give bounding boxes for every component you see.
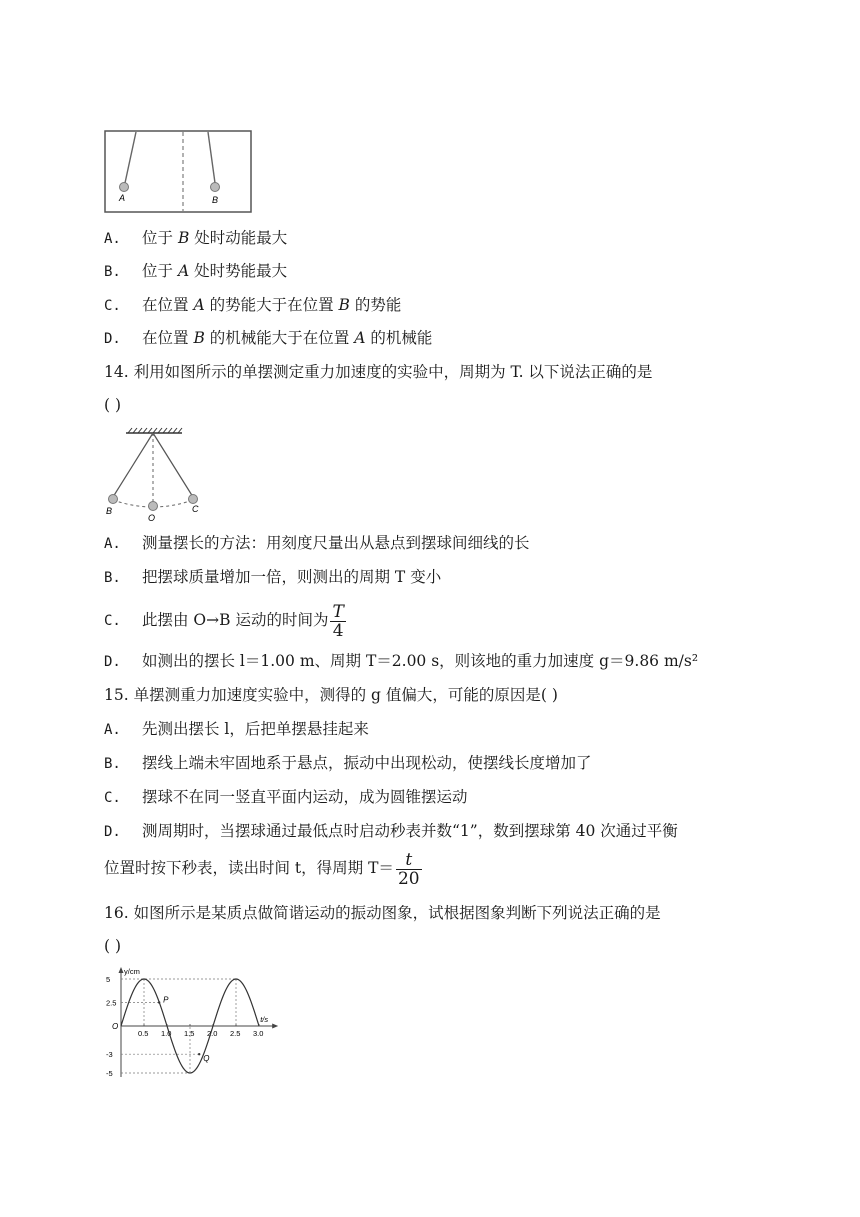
q16-vibration-chart [104, 962, 284, 1080]
q14-option-a: A. 测量摆长的方法：用刻度尺量出从悬点到摆球间细线的长 [104, 534, 530, 552]
q15-option-b: B. 摆线上端未牢固地系于悬点，振动中出现松动，使摆线长度增加了 [104, 754, 592, 772]
x-tick-label: 1.5 [184, 1029, 195, 1038]
y-tick-label: 2.5 [106, 998, 117, 1008]
q15-option-d-line2: 位置时按下秒表，读出时间 t，得周期 T＝ $\frac{t}{20}$ [104, 849, 420, 889]
ball-o [149, 502, 158, 511]
point-p [158, 1001, 160, 1003]
x-tick-label: 3.0 [253, 1029, 264, 1038]
q16-stem-line1: 16. 如图所示是某质点做简谐运动的振动图象，试根据图象判断下列说法正确的是 [104, 904, 661, 922]
q13-option-b: B. 位于 A 处时势能最大 [104, 262, 288, 280]
y-axis-arrow [119, 967, 124, 973]
q15-option-a: A. 先测出摆长 l，后把单摆悬挂起来 [104, 720, 369, 738]
q15-stem: 15. 单摆测重力加速度实验中，测得的 g 值偏大，可能的原因是( ) [104, 686, 558, 704]
fraction-t-over-4: $\frac{T}{4}$ [332, 601, 344, 641]
x-tick-label: 2.5 [230, 1029, 241, 1038]
q15-option-d-line1: D. 测周期时，当摆球通过最低点时启动秒表并数“1”，数到摆球第 40 次通过平衡 [104, 822, 678, 840]
x-tick-label: 1.0 [161, 1029, 172, 1038]
y-tick-label: -5 [106, 1069, 113, 1078]
point-q [198, 1053, 200, 1055]
q14-stem-line1: 14. 利用如图所示的单摆测定重力加速度的实验中，周期为 T. 以下说法正确的是 [104, 363, 653, 381]
q13-option-c: C. 在位置 A 的势能大于在位置 B 的势能 [104, 296, 402, 314]
q14-option-d: D. 如测出的摆长 l＝1.00 m、周期 T＝2.00 s，则该地的重力加速度 g＝9.86 m/s² [104, 652, 699, 670]
q13-option-d: D. 在位置 B 的机械能大于在位置 A 的机械能 [104, 329, 433, 347]
ball-c [189, 495, 198, 504]
fraction-t-over-20: $\frac{t}{20}$ [397, 849, 420, 889]
x-tick-label: 2.0 [207, 1029, 218, 1038]
y-tick-label: -3 [106, 1050, 113, 1060]
ball-b [211, 183, 220, 192]
ball-a [120, 183, 129, 192]
ball-b [109, 495, 118, 504]
y-tick-label: 5 [106, 975, 111, 984]
x-tick-label: 0.5 [138, 1029, 149, 1038]
point-label-p: P [163, 995, 169, 1005]
label-c: C [192, 504, 199, 514]
label-o: O [148, 513, 156, 522]
q13-option-a: A. 位于 B 处时动能最大 [104, 229, 288, 247]
q14-pendulum-figure [104, 426, 214, 522]
label-b: B [106, 506, 113, 516]
label-a: A [119, 193, 126, 203]
label-b: B [212, 195, 219, 205]
x-axis-arrow [272, 1024, 278, 1029]
q15-option-c: C. 摆球不在同一竖直平面内运动，成为圆锥摆运动 [104, 788, 468, 806]
q14-option-c: C. 此摆由 O→B 运动的时间为 $\frac{T}{4}$ [104, 601, 344, 641]
origin-label: O [112, 1022, 119, 1031]
q16-stem-line2: ( ) [104, 937, 122, 955]
q13-pendulum-figure [104, 130, 254, 214]
q14-stem-line2: ( ) [104, 396, 122, 414]
q14-option-b: B. 把摆球质量增加一倍，则测出的周期 T 变小 [104, 568, 442, 586]
x-axis-label: t/s [260, 1015, 269, 1024]
y-axis-label: y/cm [124, 967, 140, 976]
point-label-q: Q [203, 1054, 210, 1064]
